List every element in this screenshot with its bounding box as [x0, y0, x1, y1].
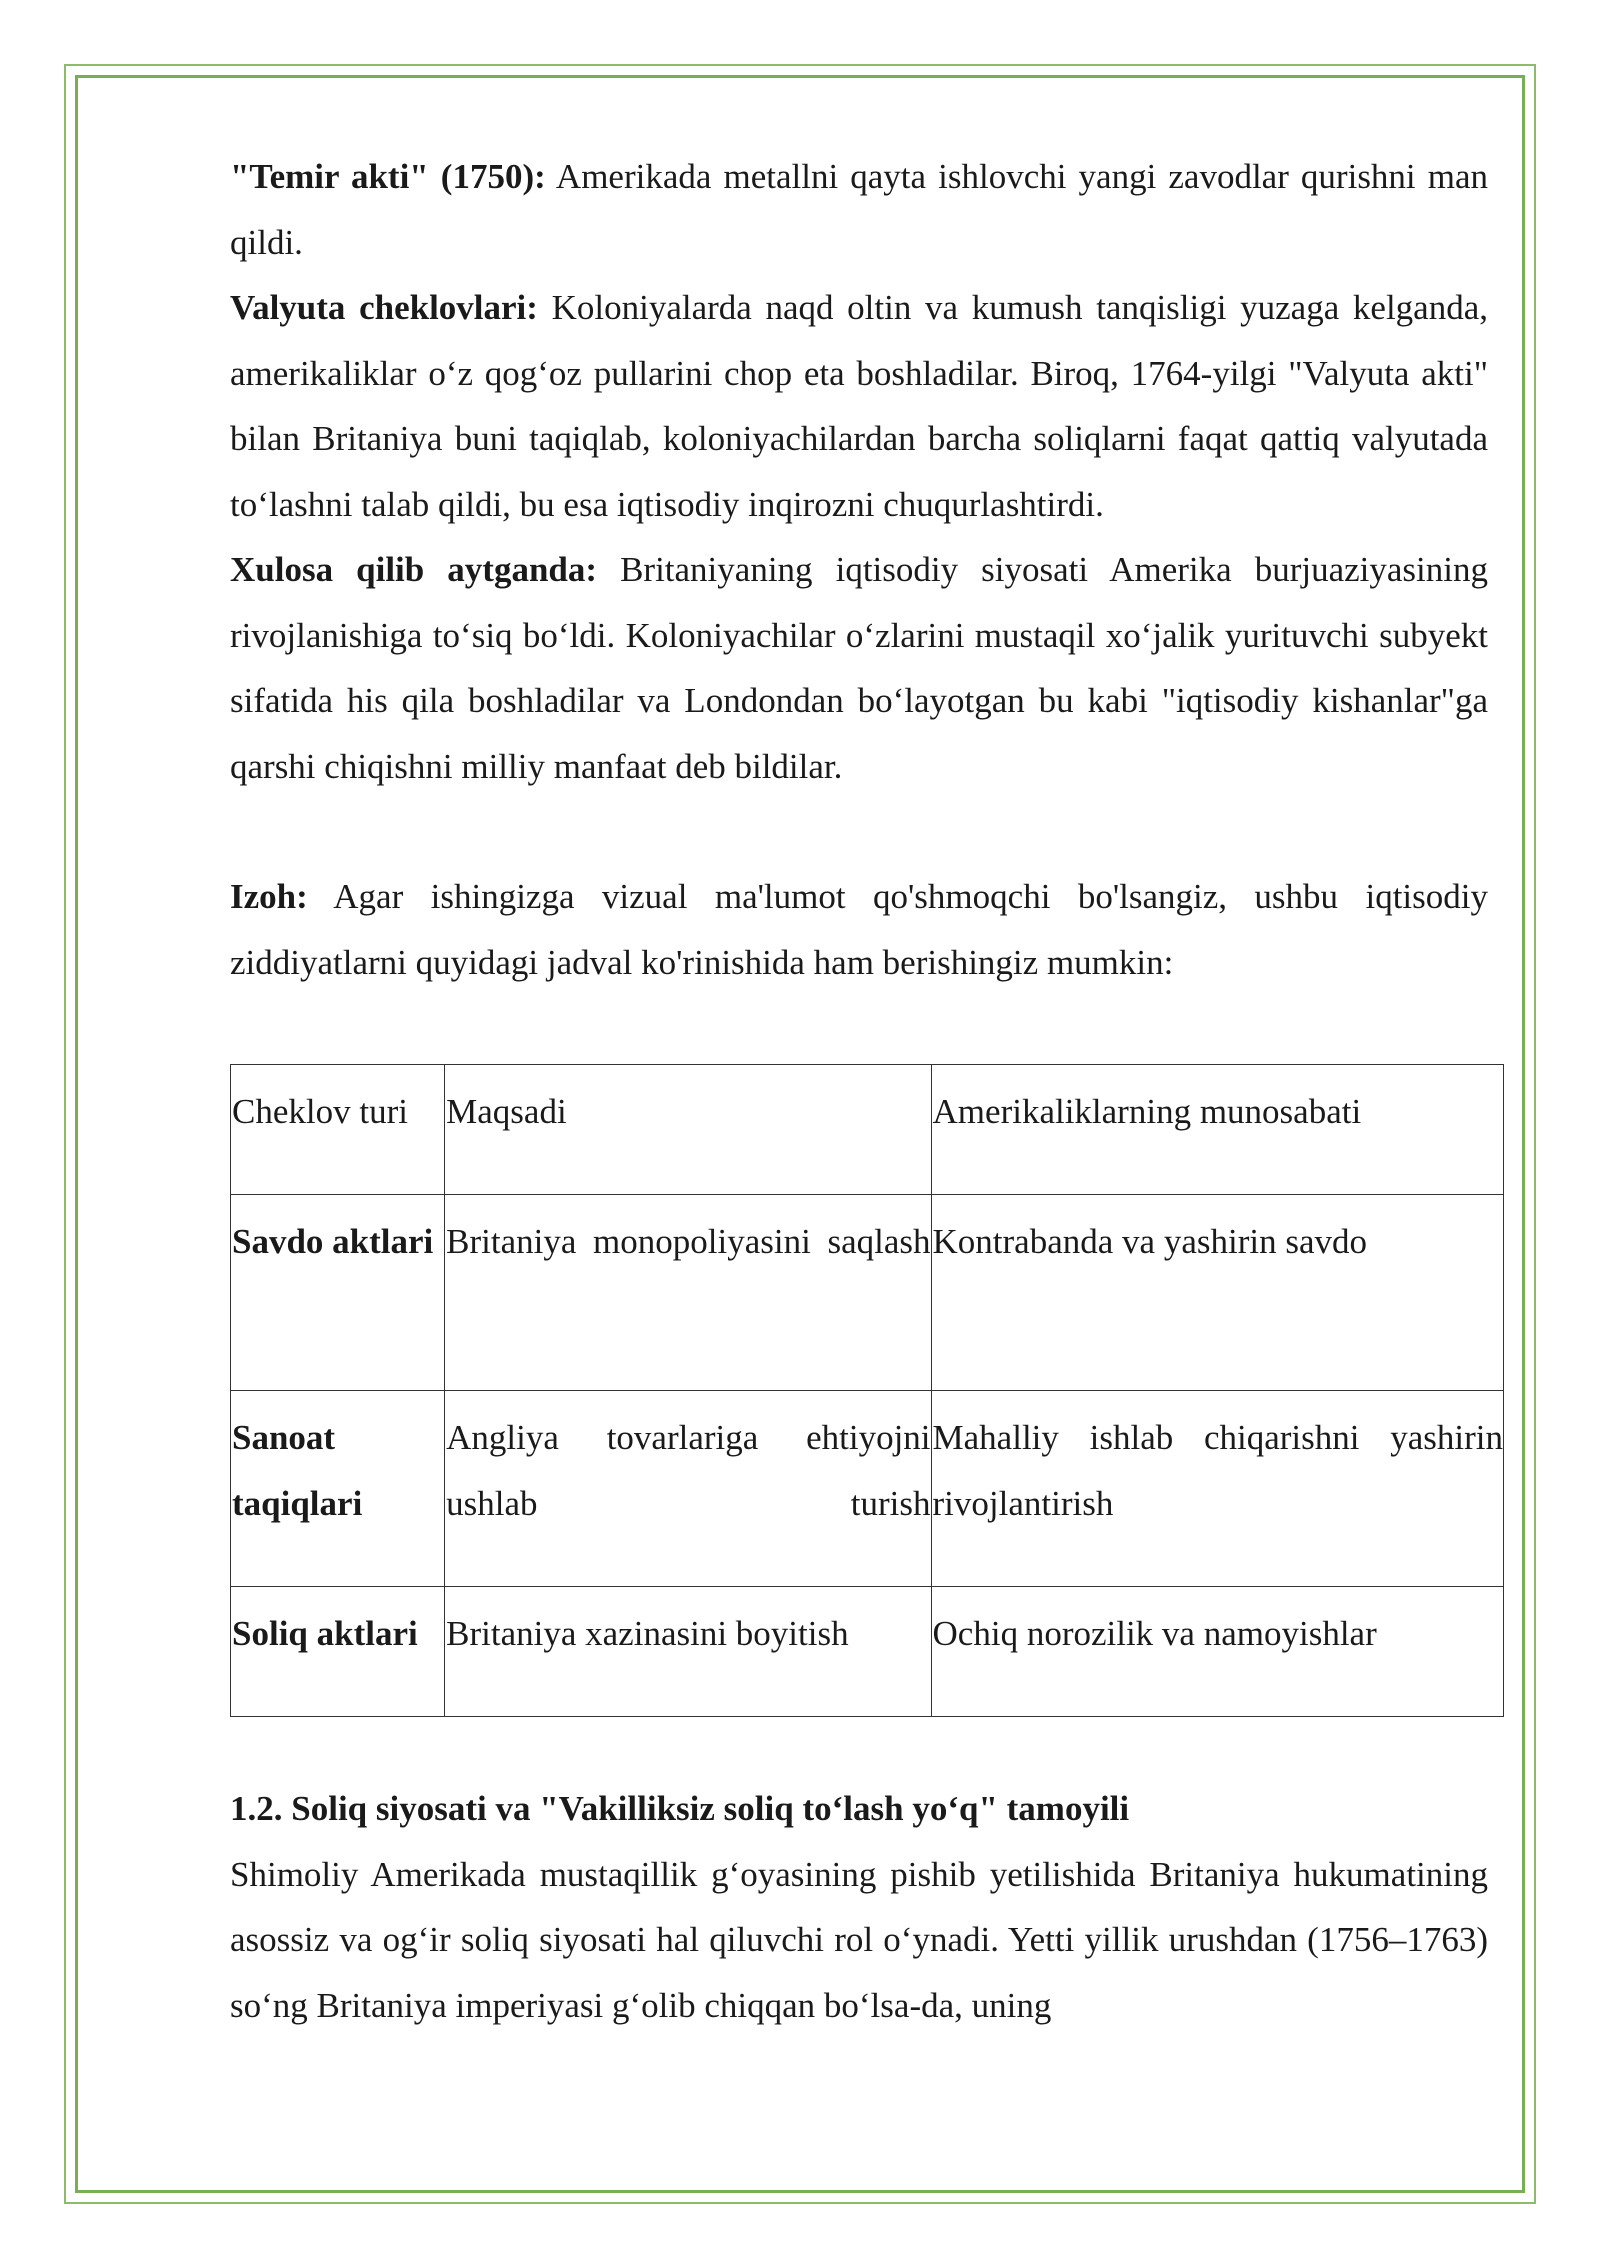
table-cell-purpose: Angliya tovarlariga ehtiyojni ushlab turish: [445, 1391, 931, 1587]
paragraph-text: Koloniyalarda naqd oltin va kumush tanqisligi yuzaga kelganda, amerikaliklar o‘z qog‘oz pullarini chop eta boshladilar. Biroq, 1764-yilgi "Valyuta akti" bilan Britaniya buni taqiqlab, koloniyachilardan barcha soliqlarni faqat qattiq valyutada to‘lashni talab qildi, bu esa iqtisodiy inqirozni chuqurlashtirdi.: [230, 288, 1488, 524]
paragraph-gap: [230, 799, 1488, 864]
paragraph-lead: Valyuta cheklovlari:: [230, 288, 538, 327]
paragraph-temir-akti: [230, 144, 1488, 275]
table-header-cell: Cheklov turi: [231, 1065, 445, 1195]
table-cell-response: Ochiq norozilik va namoyishlar: [931, 1587, 1503, 1717]
restrictions-table: [230, 1064, 1504, 1717]
section-heading: 1.2. Soliq siyosati va "Vakilliksiz soliq to‘lash yo‘q" tamoyili: [230, 1789, 1130, 1828]
table-cell-response: Mahalliy ishlab chiqarishni yashirin rivojlantirish: [931, 1391, 1503, 1587]
table-cell-purpose: Britaniya monopoliyasini saqlash: [445, 1195, 931, 1391]
table-cell-purpose: Britaniya xazinasini boyitish: [445, 1587, 931, 1717]
paragraph-lead: Izoh:: [230, 877, 308, 916]
paragraph-xulosa: [230, 537, 1488, 799]
section-text: Shimoliy Amerikada mustaqillik g‘oyasining pishib yetilishida Britaniya hukumatining asossiz va og‘ir soliq siyosati hal qiluvchi rol o‘ynadi. Yetti yillik urushdan (1756–1763) so‘ng Britaniya imperiyasi g‘olib chiqqan bo‘lsa-da, uning: [230, 1854, 1488, 2025]
paragraph-lead: Xulosa qilib aytganda:: [230, 550, 598, 589]
table-cell-type: Savdo aktlari: [231, 1195, 445, 1391]
table-cell-response: Kontrabanda va yashirin savdo: [931, 1195, 1503, 1391]
paragraph-text: Agar ishingizga vizual ma'lumot qo'shmoqchi bo'lsangiz, ushbu iqtisodiy ziddiyatlarni quyidagi jadval ko'rinishida ham berishingiz mumkin:: [230, 877, 1488, 982]
body-text: [230, 144, 1488, 995]
paragraph-valyuta: [230, 275, 1488, 537]
paragraph-izoh: [230, 864, 1488, 995]
table-row: [231, 1195, 1504, 1391]
section-block: [230, 1776, 1488, 2038]
table-header-cell: Amerikaliklarning munosabati: [931, 1065, 1503, 1195]
paragraph-text: Britaniyaning iqtisodiy siyosati Amerika burjuaziyasining rivojlanishiga to‘siq bo‘ldi. Koloniyachilar o‘zlarini mustaqil xo‘jalik yurituvchi subyekt sifatida his qila boshladilar va Londondan bo‘layotgan bu kabi "iqtisodiy kishanlar"ga qarshi chiqishni milliy manfaat deb bildilar.: [230, 550, 1488, 786]
table-header-row: [231, 1065, 1504, 1195]
paragraph-lead: "Temir akti" (1750):: [230, 157, 546, 196]
table-row: [231, 1587, 1504, 1717]
table-row: [231, 1391, 1504, 1587]
table-header-cell: Maqsadi: [445, 1065, 931, 1195]
paragraph-text: Amerikada metallni qayta ishlovchi yangi zavodlar qurishni man qildi.: [230, 157, 1488, 262]
table-cell-type: Sanoat taqiqlari: [231, 1391, 445, 1587]
table-cell-type: Soliq aktlari: [231, 1587, 445, 1717]
